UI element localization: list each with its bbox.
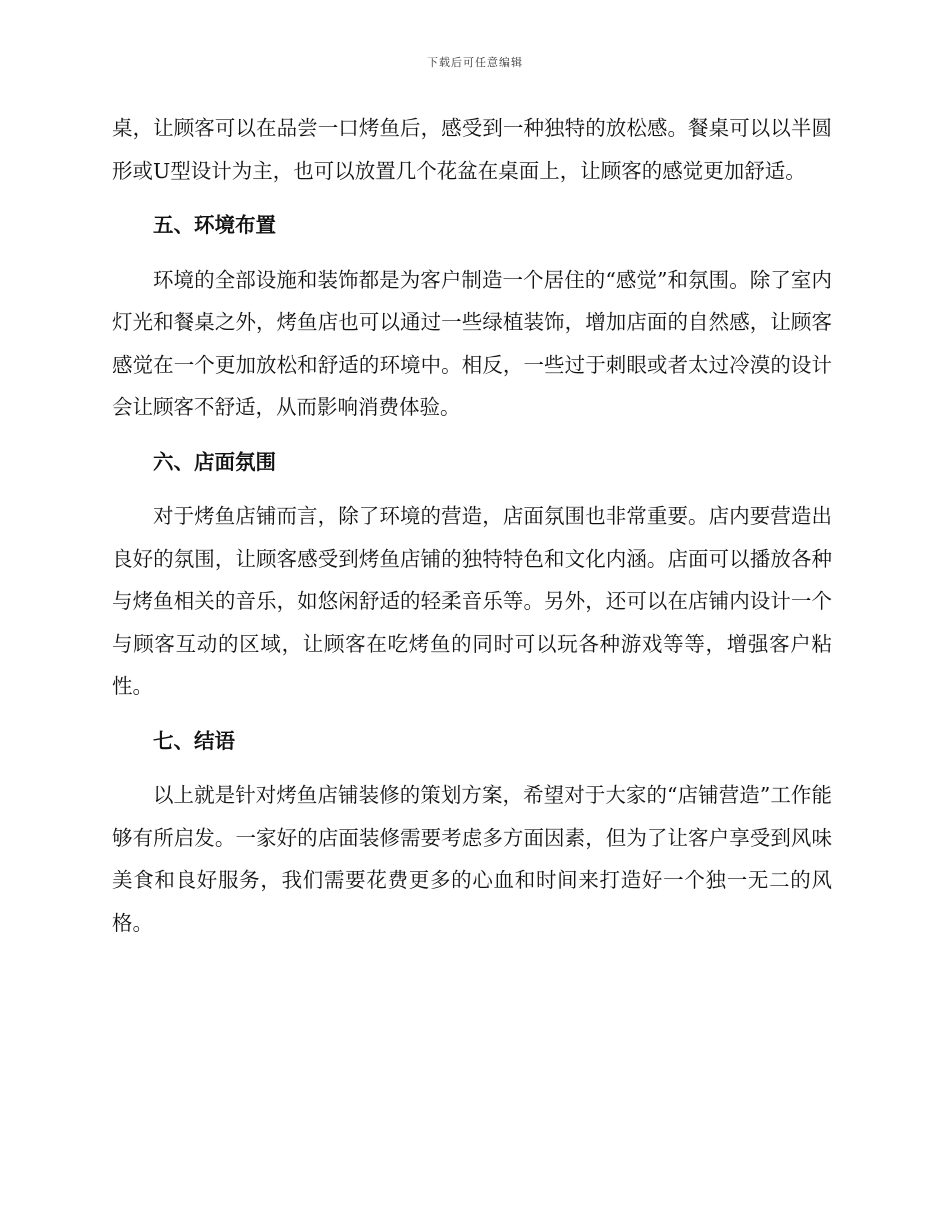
- paragraph-intro-continuation: 桌，让顾客可以在品尝一口烤鱼后，感受到一种独特的放松感。餐桌可以以半圆形或U型设计为主，也可以放置几个花盆在桌面上，让顾客的感觉更加舒适。: [112, 116, 832, 183]
- page-header-note: 下载后可任意编辑: [427, 56, 523, 69]
- paragraph-store-atmosphere: 对于烤鱼店铺而言，除了环境的营造，店面氛围也非常重要。店内要营造出良好的氛围，让顾客感受到烤鱼店铺的独特特色和文化内涵。店面可以播放各种与烤鱼相关的音乐，如悠闲舒适的轻柔音乐等。另外，还可以在店铺内设计一个与顾客互动的区域，让顾客在吃烤鱼的同时可以玩各种游戏等等，增强客户粘性。: [112, 504, 832, 698]
- paragraph-conclusion: 以上就是针对烤鱼店铺装修的策划方案，希望对于大家的“店铺营造”工作能够有所启发。一家好的店面装修需要考虑多方面因素，但为了让客户享受到风味美食和良好服务，我们需要花费更多的心血和时间来打造好一个独一无二的风格。: [112, 783, 832, 935]
- section-heading-environment-layout: 五、环境布置: [153, 213, 276, 237]
- paragraph-environment-layout: 环境的全部设施和装饰都是为客户制造一个居住的“感觉”和氛围。除了室内灯光和餐桌之外，烤鱼店也可以通过一些绿植装饰，增加店面的自然感，让顾客感觉在一个更加放松和舒适的环境中。相反，一些过于刺眼或者太过冷漠的设计会让顾客不舒适，从而影响消费体验。: [112, 267, 832, 419]
- section-heading-store-atmosphere: 六、店面氛围: [153, 449, 276, 474]
- section-heading-conclusion: 七、结语: [153, 728, 235, 753]
- document-body: [112, 107, 832, 956]
